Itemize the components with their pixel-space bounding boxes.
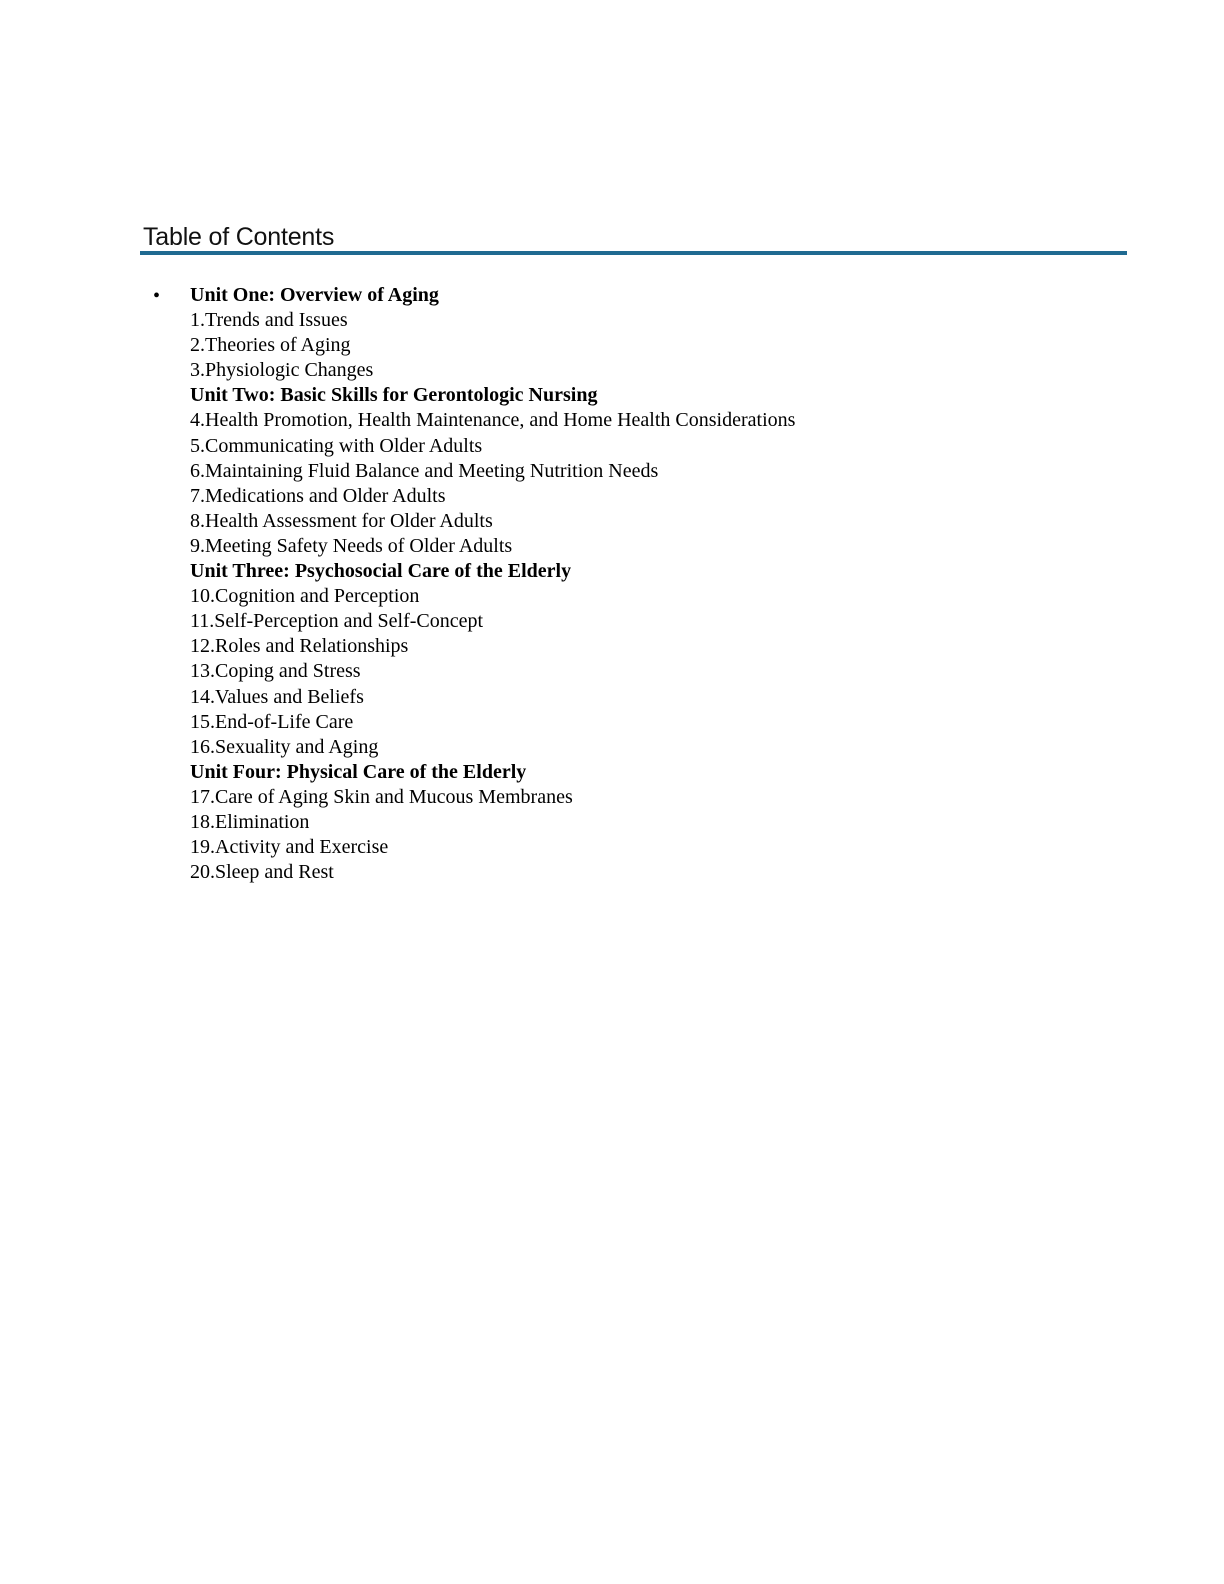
toc-list xyxy=(190,283,795,885)
toc-unit-heading: Unit Two: Basic Skills for Gerontologic Nursing xyxy=(190,384,598,407)
toc-unit-heading: Unit Three: Psychosocial Care of the Elderly xyxy=(190,560,572,583)
toc-chapter-entry: 12.Roles and Relationships xyxy=(190,635,409,658)
toc-chapter-entry: 19.Activity and Exercise xyxy=(190,836,389,859)
toc-chapter-entry: 15.End-of-Life Care xyxy=(190,710,354,733)
toc-chapter-entry: 16.Sexuality and Aging xyxy=(190,735,379,758)
toc-chapter-entry: 14.Values and Beliefs xyxy=(190,685,364,708)
bullet-icon: • xyxy=(153,285,161,307)
toc-chapter-entry: 18.Elimination xyxy=(190,810,310,833)
toc-chapter-entry: 6.Maintaining Fluid Balance and Meeting Nutrition Needs xyxy=(190,459,659,482)
toc-chapter-entry: 17.Care of Aging Skin and Mucous Membranes xyxy=(190,785,573,808)
toc-unit-heading: Unit Four: Physical Care of the Elderly xyxy=(190,760,527,783)
toc-unit-heading: Unit One: Overview of Aging xyxy=(190,284,439,306)
toc-chapter-entry: 4.Health Promotion, Health Maintenance, and Home Health Considerations xyxy=(190,409,796,432)
toc-chapter-entry: 5.Communicating with Older Adults xyxy=(190,434,483,457)
toc-chapter-entry: 11.Self-Perception and Self-Concept xyxy=(190,610,484,633)
toc-chapter-entry: 13.Coping and Stress xyxy=(190,660,361,683)
toc-chapter-entry: 2.Theories of Aging xyxy=(190,334,351,357)
toc-chapter-entry: 1.Trends and Issues xyxy=(190,309,348,332)
toc-chapter-entry: 8.Health Assessment for Older Adults xyxy=(190,509,493,532)
toc-chapter-entry: 3.Physiologic Changes xyxy=(190,359,374,382)
toc-chapter-entry: 20.Sleep and Rest xyxy=(190,861,334,884)
toc-chapter-entry: 7.Medications and Older Adults xyxy=(190,484,446,507)
title-divider xyxy=(140,251,1127,255)
toc-chapter-entry: 10.Cognition and Perception xyxy=(190,585,420,608)
toc-chapter-entry: 9.Meeting Safety Needs of Older Adults xyxy=(190,534,513,557)
page-title: Table of Contents xyxy=(143,223,335,251)
